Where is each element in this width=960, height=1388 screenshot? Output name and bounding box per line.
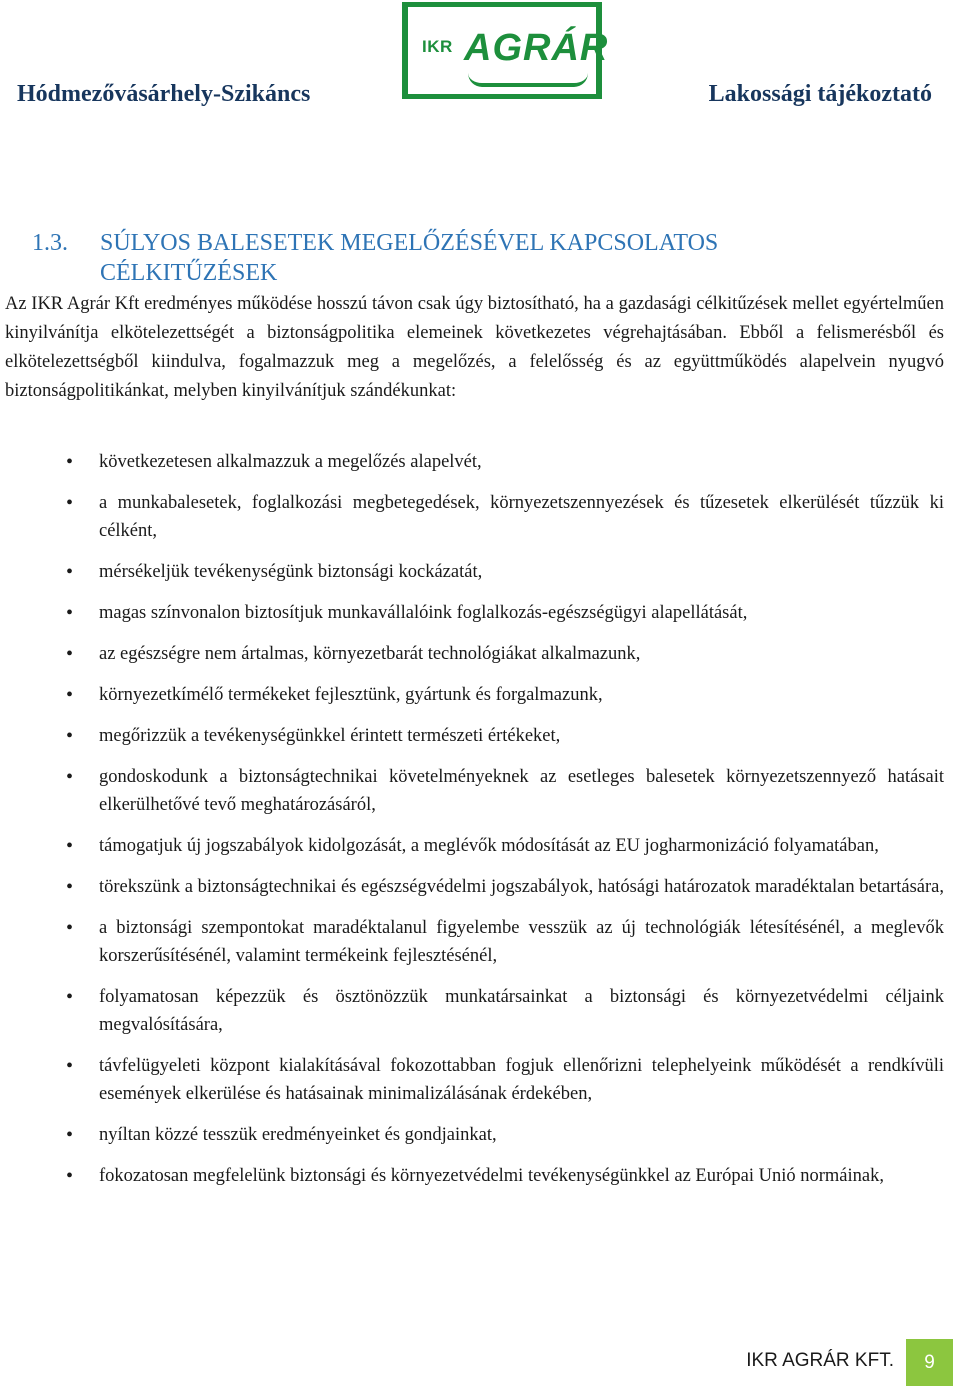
list-item: • támogatjuk új jogszabályok kidolgozását, a meglévők módosítását az EU jogharmonizáció folyamatában, xyxy=(0,832,944,860)
list-item: • a biztonsági szempontokat maradéktalanul figyelembe vesszük az új technológiák létesítésénél, a meglevők korszerűsítésénél, valamint termékeink fejlesztésénél, xyxy=(0,914,944,970)
logo-prefix: IKR xyxy=(422,37,453,56)
list-item: • törekszünk a biztonságtechnikai és egészségvédelmi jogszabályok, hatósági határozatok maradéktalan betartására, xyxy=(0,873,944,901)
list-item: • megőrizzük a tevékenységünkkel érintett természeti értékeket, xyxy=(0,722,944,750)
header-doc-type: Lakossági tájékoztató xyxy=(708,81,932,107)
policy-list xyxy=(0,448,944,1203)
logo-name: AGRÁR xyxy=(464,27,609,69)
list-item: • következetesen alkalmazzuk a megelőzés alapelvét, xyxy=(0,448,944,476)
list-item: • távfelügyeleti központ kialakításával fokozottabban fogjuk ellenőrizni telephelyeink működését a rendkívüli események elkerülése és hatásainak minimalizálásának érdekében, xyxy=(0,1052,944,1108)
section-title-line1: SÚLYOS BALESETEK MEGELŐZÉSÉVEL KAPCSOLATOS xyxy=(100,230,719,256)
list-item: • gondoskodunk a biztonságtechnikai követelményeknek az esetleges balesetek környezetszennyező hatásait elkerülhetővé tevő meghatározásáról, xyxy=(0,763,944,819)
header-location: Hódmezővásárhely-Szikáncs xyxy=(17,81,311,107)
company-logo xyxy=(402,2,609,99)
list-item: • a munkabalesetek, foglalkozási megbetegedések, környezetszennyezések és tűzesetek elkerülését tűzzük ki célként, xyxy=(0,489,944,545)
list-item: • nyíltan közzé tesszük eredményeinket és gondjainkat, xyxy=(0,1121,944,1149)
list-item: • környezetkímélő termékeket fejlesztünk, gyártunk és forgalmazunk, xyxy=(0,681,944,709)
logo-swoosh xyxy=(468,73,588,87)
section-number: 1.3. xyxy=(32,230,68,256)
intro-paragraph: Az IKR Agrár Kft eredményes működése hosszú távon csak úgy biztosítható, ha a gazdasági célkitűzések mellet egyértelműen kinyilvánítja elkötelezettségét a biztonságpolitika elemeinek következetes végrehajtásában. Ebből a felismerésből és elkötelezettségből kiindulva, fogalmazzuk meg a megelőzés, a felelősség és az együttműködés alapelvein nyugvó biztonságpolitikánkat, melyben kinyilvánítjuk szándékunkat: xyxy=(5,294,944,401)
list-item: • magas színvonalon biztosítjuk munkavállalóink foglalkozás-egészségügyi alapellátását, xyxy=(0,599,944,627)
page-number: 9 xyxy=(906,1339,953,1386)
list-item: • folyamatosan képezzük és ösztönözzük munkatársainkat a biztonsági és környezetvédelmi céljaink megvalósítására, xyxy=(0,983,944,1039)
list-item: • az egészségre nem ártalmas, környezetbarát technológiákat alkalmazunk, xyxy=(0,640,944,668)
list-item: • mérsékeljük tevékenységünk biztonsági kockázatát, xyxy=(0,558,944,586)
list-item: • fokozatosan megfelelünk biztonsági és környezetvédelmi tevékenységünkkel az Európai Unió normáinak, xyxy=(0,1162,944,1190)
logo-inner xyxy=(408,7,609,94)
footer-company: IKR AGRÁR KFT. xyxy=(746,1350,894,1371)
section-title-line2: CÉLKITŰZÉSEK xyxy=(100,260,278,286)
